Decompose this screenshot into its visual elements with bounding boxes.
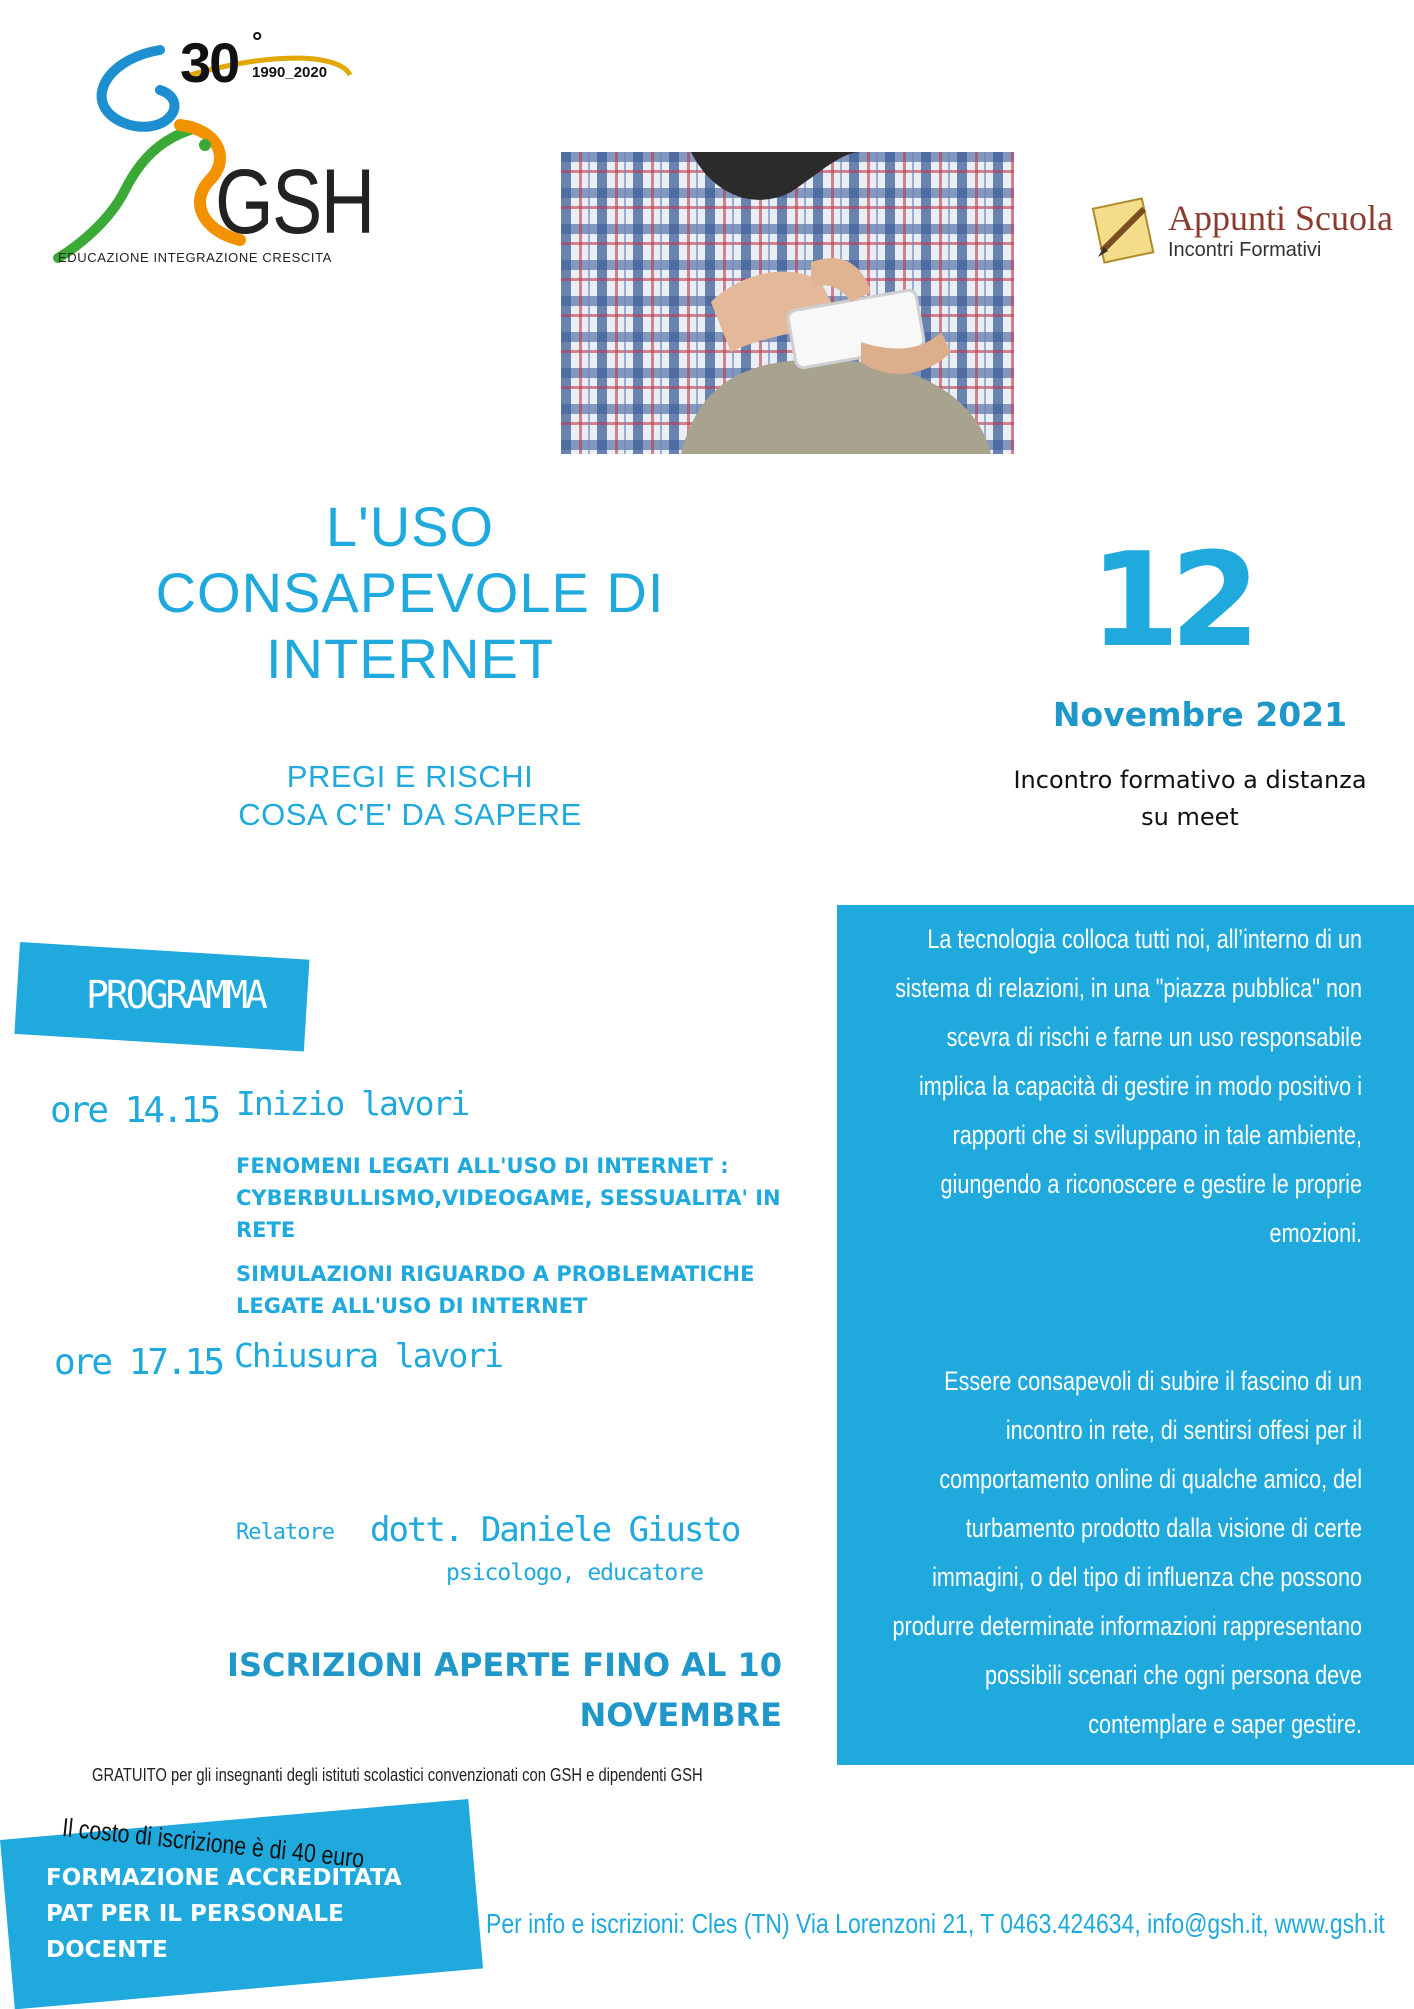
speaker-name: dott. Daniele Giusto bbox=[370, 1510, 740, 1550]
programma-label: PROGRAMMA bbox=[86, 973, 265, 1017]
event-type-line-2: su meet bbox=[1141, 803, 1239, 831]
appunti-title: Appunti Scuola bbox=[1168, 198, 1393, 238]
contact-info: Per info e iscrizioni: Cles (TN) Via Lorenzoni 21, T 0463.424634, info@gsh.it, www.gsh.it bbox=[486, 1908, 1385, 1939]
free-note: GRATUITO per gli insegnanti degli istituti scolastici convenzionati con GSH e dipendenti GSH bbox=[92, 1765, 703, 1785]
appunti-scuola-logo bbox=[1090, 193, 1393, 268]
anniversary-number: 30 bbox=[180, 31, 239, 94]
event-type-line-1: Incontro formativo a distanza bbox=[1013, 766, 1367, 794]
anniversary-years: 1990_2020 bbox=[252, 64, 328, 81]
start-label: Inizio lavori bbox=[236, 1084, 469, 1123]
topic-2: SIMULAZIONI RIGUARDO A PROBLEMATICHE LEGATE ALL'USO DI INTERNET bbox=[236, 1262, 755, 1318]
main-title bbox=[110, 494, 710, 692]
degree-sign: ° bbox=[252, 26, 263, 56]
speaker-role: psicologo, educatore bbox=[446, 1560, 703, 1586]
start-time: ore 14.15 bbox=[50, 1090, 219, 1131]
registration-cost: Il costo di iscrizione è di 40 euro bbox=[60, 1812, 366, 1874]
pencil-note-icon bbox=[1090, 193, 1160, 265]
info-paragraph-2: Essere consapevoli di subire il fascino di un incontro in rete, di sentirsi offesi per il comportamento online di qualche amico, del turbamento prodotto dalla visione di certe immagini, o del tipo di influenza che possono produrre determinate informazioni rappresentano possibili scenari che ogni persona deve contemplare e saper gestire. bbox=[892, 1366, 1362, 1739]
topic-1: FENOMENI LEGATI ALL'USO DI INTERNET : CYBERBULLISMO,VIDEOGAME, SESSUALITA' IN RETE bbox=[236, 1154, 781, 1242]
gsh-tagline: EDUCAZIONE INTEGRAZIONE CRESCITA bbox=[58, 250, 332, 265]
info-box bbox=[837, 905, 1414, 1765]
gsh-logo bbox=[40, 26, 374, 275]
event-day: 12 bbox=[1089, 524, 1251, 676]
title-line-1: L'USO bbox=[325, 495, 495, 558]
event-type bbox=[960, 762, 1414, 836]
subtitle-line-1: PREGI E RISCHI bbox=[286, 759, 534, 794]
title-line-3: INTERNET bbox=[266, 627, 554, 690]
appunti-subtitle: Incontri Formativi bbox=[1168, 239, 1322, 261]
registration-deadline: ISCRIZIONI APERTE FINO AL 10 NOVEMBRE bbox=[227, 1646, 782, 1734]
event-month-year: Novembre 2021 bbox=[1052, 695, 1348, 734]
end-label: Chiusura lavori bbox=[234, 1336, 503, 1375]
gsh-wordmark: GSH bbox=[215, 151, 374, 253]
subtitle-line-2: COSA C'E' DA SAPERE bbox=[238, 797, 582, 832]
info-paragraph-1: La tecnologia colloca tutti noi, all’interno di un sistema di relazioni, in una "piazza pubblica" non scevra di rischi e farne un uso responsabile implica la capacità di gestire in modo positivo i rapporti che si sviluppano in tale ambiente, giungendo a riconoscere e gestire le proprie emozioni. bbox=[895, 924, 1362, 1248]
end-time: ore 17.15 bbox=[54, 1342, 223, 1383]
title-line-2: CONSAPEVOLE DI bbox=[155, 561, 665, 624]
accreditation-text: FORMAZIONE ACCREDITATA PAT PER IL PERSONALE DOCENTE bbox=[46, 1865, 402, 1963]
smartphone-photo bbox=[561, 152, 1014, 454]
speaker-label: Relatore bbox=[236, 1520, 334, 1545]
subtitle bbox=[110, 758, 710, 834]
